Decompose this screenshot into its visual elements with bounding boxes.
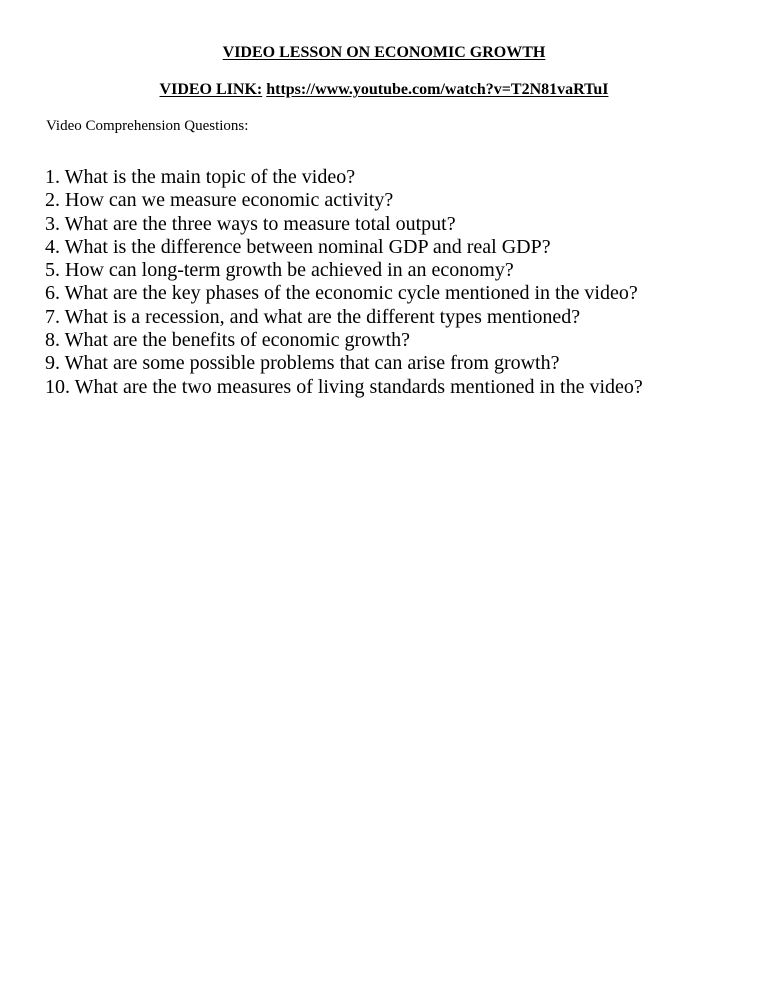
section-subtitle: Video Comprehension Questions: [46,118,249,134]
question-list [45,166,643,399]
question-item: 7. What is a recession, and what are the different types mentioned? [45,305,581,328]
video-link-line [0,79,768,101]
question-item: 1. What is the main topic of the video? [45,166,356,188]
question-item: 9. What are some possible problems that can arise from growth? [45,352,560,375]
question-item: 10. What are the two measures of living standards mentioned in the video? [45,375,643,398]
question-item: 4. What is the difference between nominal GDP and real GDP? [45,235,551,258]
question-item: 8. What are the benefits of economic growth? [45,329,411,352]
question-item: 3. What are the three ways to measure total output? [45,212,456,235]
video-link-url[interactable]: https://www.youtube.com/watch?v=T2N81vaRTuI [266,81,609,98]
document-title: VIDEO LESSON ON ECONOMIC GROWTH [222,44,546,61]
video-link-label: VIDEO LINK: [159,81,263,98]
question-item: 2. How can we measure economic activity? [45,189,394,212]
question-item: 6. What are the key phases of the economic cycle mentioned in the video? [45,282,638,305]
question-item: 5. How can long-term growth be achieved in an economy? [45,259,514,282]
